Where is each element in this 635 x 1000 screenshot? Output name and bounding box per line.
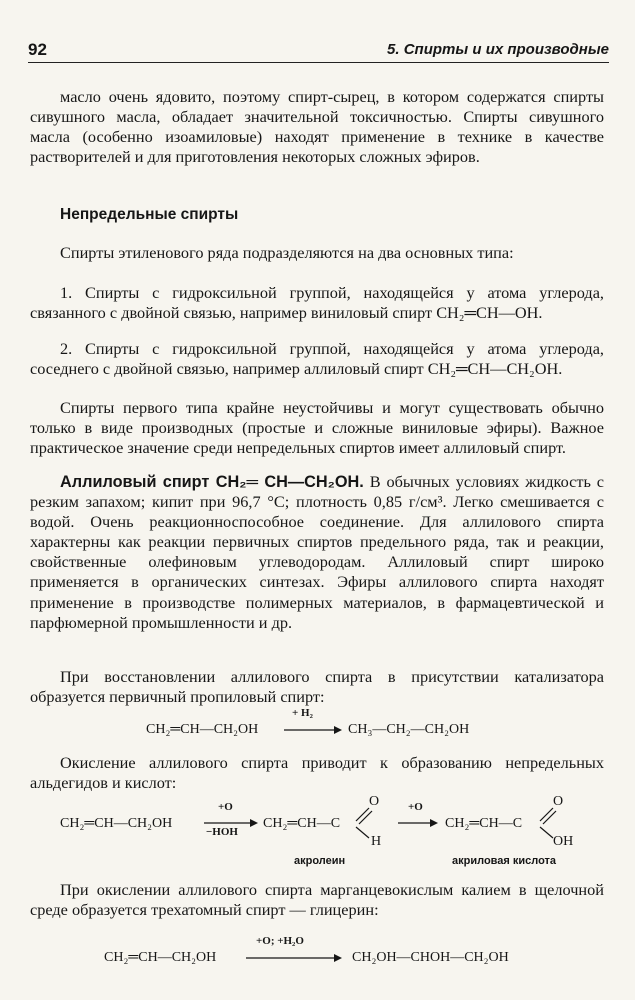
eq2-acrolein-oxygen: O (369, 794, 380, 809)
eq3-product: CH₂OH—CHOH—CH₂OH (352, 950, 509, 965)
allyl-lead: Аллиловый спирт CH₂═ CH—CH₂OH. (60, 473, 364, 491)
page-number: 92 (28, 40, 47, 59)
eq2-reagent-2: +O (408, 801, 423, 813)
paragraph-reduction: При восстановлении аллилового спирта в присутствии катализатора образуется первичный пропиловый спирт: (30, 667, 604, 707)
paragraph-first-type: Спирты первого типа крайне неустойчивы и могут существовать обычно только в виде производных (простые и сложные виниловые эфиры). Важное практическое значение среди непредельных спиртов имеет аллиловый спирт. (30, 398, 604, 458)
eq1-reactant: CH₂═CH—CH₂OH (146, 722, 259, 737)
eq1-reagent: + H₂ (292, 707, 313, 719)
running-title: 5. Спирты и их производные (387, 41, 609, 58)
allyl-text: В обычных условиях жидкость с резким запахом; кипит при 96,7 °С; плотность 0,85 г/см³. Легко смешивается с водой. Очень реакционноспособное соединение. Для аллилового спирта характерны как реакции первичных спиртов предельного ряда, так и реакции, свойственные олефиновым углеводородам. Аллиловый спирт широко применяется в органических синтезах. Эфиры аллилового спирта находят применение в производстве полимерных материалов, в фармацевтической и парфюмерной промышленности и др. (30, 472, 604, 632)
section-title: Непредельные спирты (60, 206, 239, 223)
paragraph-top: масло очень ядовито, поэтому спирт-сырец, в котором содержатся спирты сивушного масла, обладает значительной токсичностью. Спирты сивушного масла (особенно изоамиловые) находят применение в технике в качестве растворителей и для приготовления некоторых сложных эфиров. (30, 87, 604, 167)
paragraph-item-1: 1. Спирты с гидроксильной группой, находящейся у атома углерода, связанного с двойной связью, например виниловый спирт CH₂═CH—OH. (30, 283, 604, 323)
eq2-reagent-top: +O (218, 801, 233, 813)
eq2-reagent-bottom: −HOH (206, 826, 238, 838)
eq2-acrolein-chain: CH₂═CH—C (263, 816, 341, 831)
paragraph-permanganate: При окислении аллилового спирта марганцевокислым калием в щелочной среде образуется трехатомный спирт — глицерин: (30, 880, 604, 920)
eq1-product: CH₃—CH₂—CH₂OH (348, 722, 470, 737)
paragraph-oxidation: Окисление аллилового спирта приводит к образованию непредельных альдегидов и кислот: (30, 753, 604, 793)
eq2-acid-oxygen: O (553, 794, 564, 809)
label-acrylic-acid: акриловая кислота (452, 855, 557, 867)
eq2-reactant: CH₂═CH—CH₂OH (60, 816, 173, 831)
paragraph-intro: Спирты этиленового ряда подразделяются на два основных типа: (60, 243, 514, 262)
paragraph-item-2: 2. Спирты с гидроксильной группой, находящейся у атома углерода, соседнего с двойной связью, например аллиловый спирт CH₂═CH—CH₂OH. (30, 339, 604, 379)
eq2-acrolein-hydrogen: H (371, 834, 382, 849)
label-acrolein: акролеин (294, 855, 346, 867)
eq2-acid-hydroxyl: OH (553, 834, 574, 849)
eq3-reactant: CH₂═CH—CH₂OH (104, 950, 217, 965)
eq2-acid-chain: CH₂═CH—C (445, 816, 523, 831)
eq3-reagent: +O; +H₂O (256, 935, 304, 947)
